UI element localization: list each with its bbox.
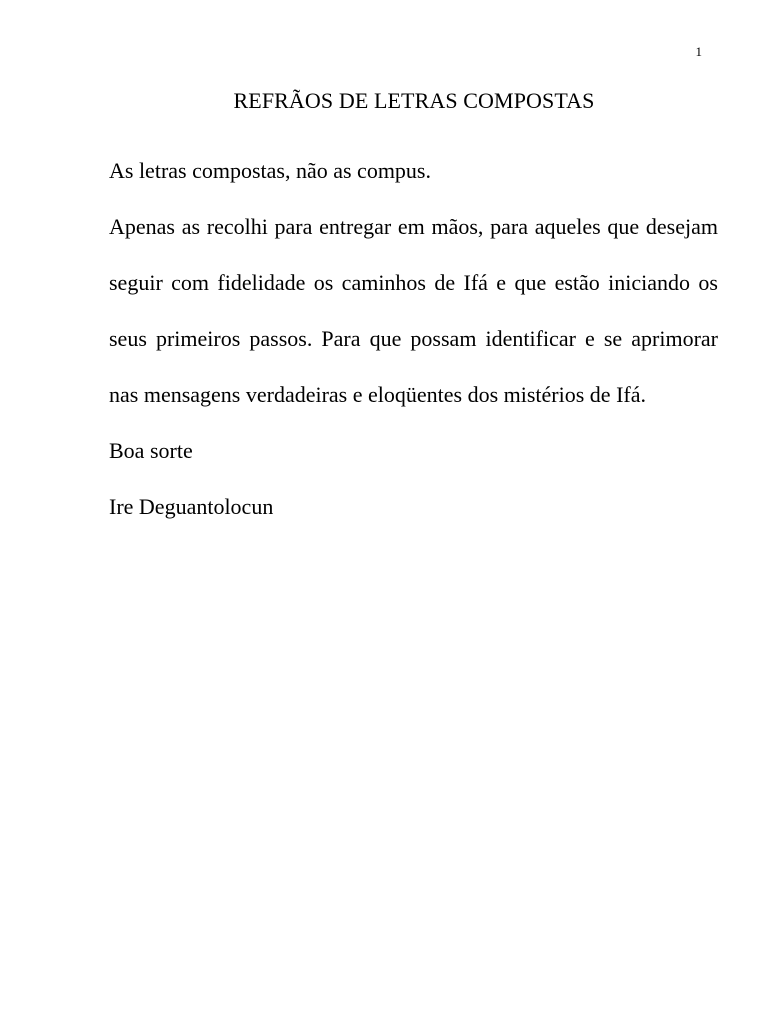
main-paragraph: Apenas as recolhi para entregar em mãos, para aqueles que desejam seguir com fidelidade os caminhos de Ifá e que estão iniciando os seus primeiros passos. Para que possam identificar e se aprimorar nas mensagens verdadeiras e eloqüentes dos mistérios de Ifá.	[109, 214, 718, 407]
intro-paragraph: As letras compostas, não as compus.	[109, 158, 431, 183]
author-signature: Ire Deguantolocun	[109, 494, 274, 519]
document-title: REFRÃOS DE LETRAS COMPOSTAS	[233, 88, 595, 113]
page-number: 1	[695, 44, 702, 59]
closing-greeting: Boa sorte	[109, 438, 193, 463]
document-body	[109, 143, 718, 535]
